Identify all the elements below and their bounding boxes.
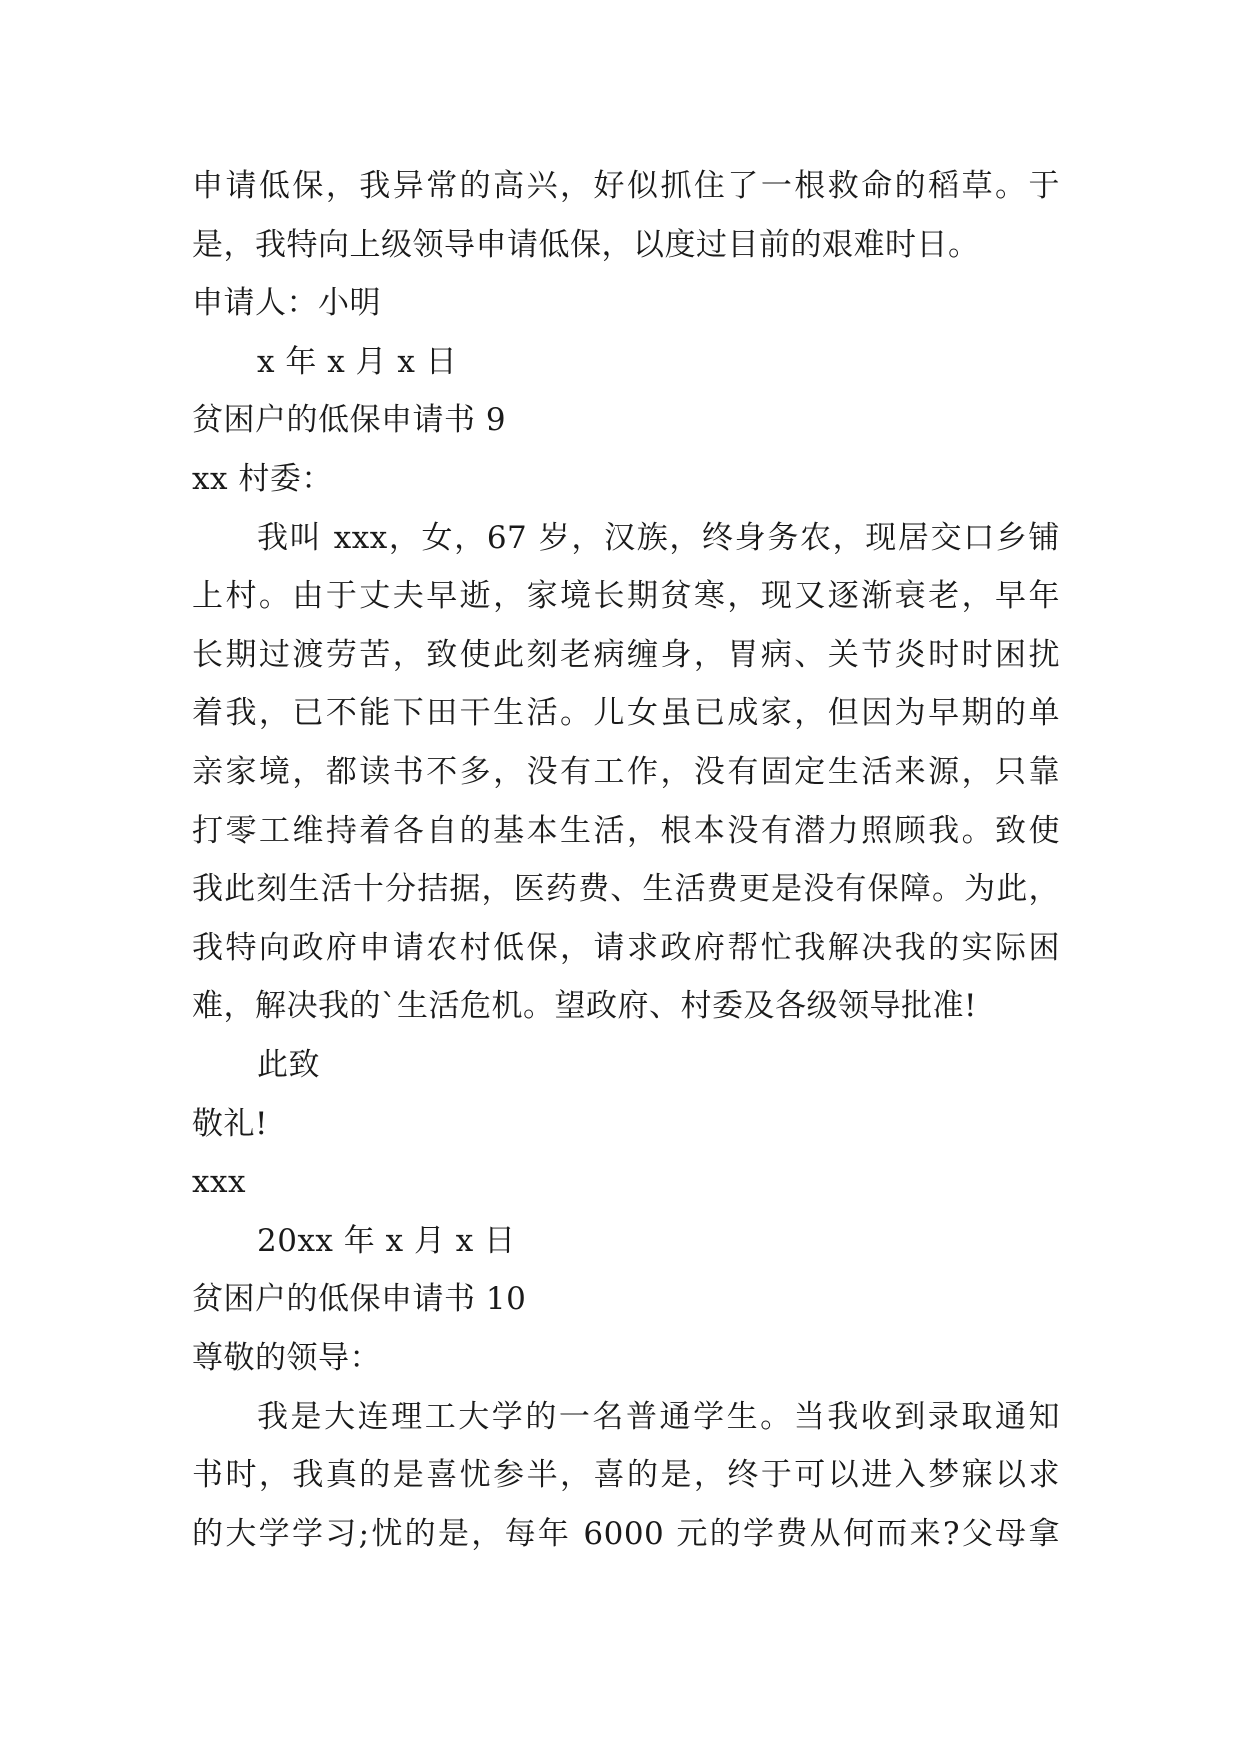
body-line: 难，解决我的`生活危机。望政府、村委及各级领导批准! bbox=[192, 988, 977, 1024]
body-line: 是，我特向上级领导申请低保，以度过目前的艰难时日。 bbox=[192, 227, 980, 263]
body-line: 着我，已不能下田干生活。儿女虽已成家，但因为早期的单 bbox=[192, 695, 1060, 731]
date-line: x 年 x 月 x 日 bbox=[257, 344, 458, 380]
body-line: 的大学学习;忧的是，每年 6000 元的学费从何而来?父母拿 bbox=[192, 1516, 1060, 1552]
body-line: 申请低保，我异常的高兴，好似抓住了一根救命的稻草。于 bbox=[192, 168, 1060, 204]
body-line: 长期过渡劳苦，致使此刻老病缠身，胃病、关节炎时时困扰 bbox=[192, 637, 1060, 673]
body-line: 打零工维持着各自的基本生活，根本没有潜力照顾我。致使 bbox=[192, 813, 1060, 849]
applicant-line: 申请人：小明 bbox=[192, 285, 381, 321]
salutation: xx 村委： bbox=[192, 461, 333, 497]
date-line: 20xx 年 x 月 x 日 bbox=[257, 1223, 516, 1259]
body-line: 我特向政府申请农村低保，请求政府帮忙我解决我的实际困 bbox=[192, 930, 1060, 966]
body-line: 我是大连理工大学的一名普通学生。当我收到录取通知 bbox=[257, 1399, 1060, 1435]
body-line: 书时，我真的是喜忧参半，喜的是，终于可以进入梦寐以求 bbox=[192, 1457, 1060, 1493]
letter-title: 贫困户的低保申请书 10 bbox=[192, 1281, 527, 1317]
body-line: 我叫 xxx，女，67 岁，汉族，终身务农，现居交口乡铺 bbox=[257, 520, 1060, 556]
salutation: 尊敬的领导： bbox=[192, 1340, 381, 1376]
body-line: 我此刻生活十分拮据，医药费、生活费更是没有保障。为此， bbox=[192, 871, 1060, 907]
regards-line: 敬礼! bbox=[192, 1106, 268, 1142]
body-line: 上村。由于丈夫早逝，家境长期贫寒，现又逐渐衰老，早年 bbox=[192, 578, 1060, 614]
letter-title: 贫困户的低保申请书 9 bbox=[192, 402, 507, 438]
signer-line: xxx bbox=[192, 1164, 246, 1200]
closing-line: 此致 bbox=[257, 1047, 320, 1083]
body-line: 亲家境，都读书不多，没有工作，没有固定生活来源，只靠 bbox=[192, 754, 1060, 790]
